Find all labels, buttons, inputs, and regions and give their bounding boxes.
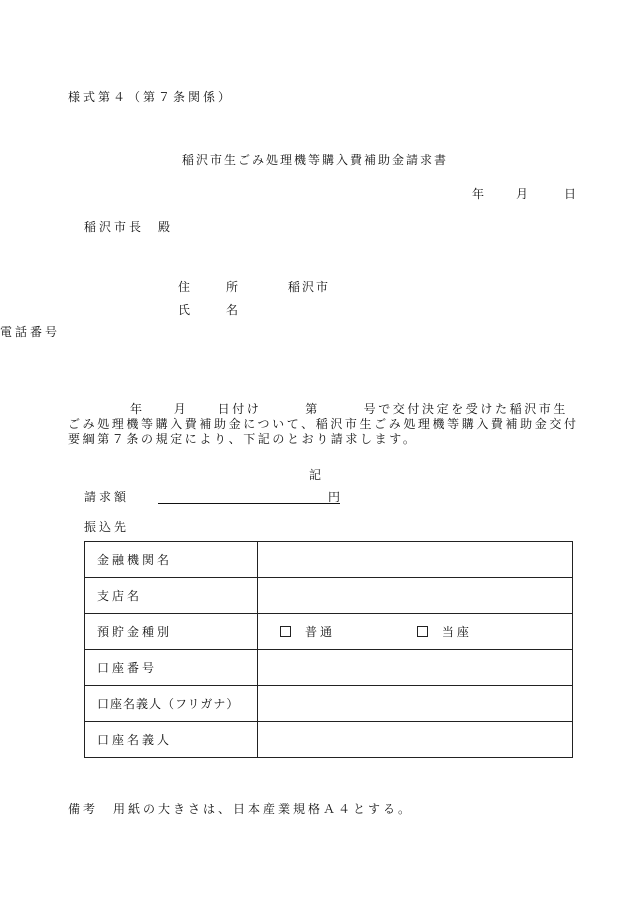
body-line-3: 付要綱第７条の規定により、下記のとおり請求します。: [68, 417, 579, 446]
name-label-char-1: 氏: [178, 303, 191, 317]
address-label-char-2: 所: [225, 280, 238, 294]
ki-heading: 記: [308, 468, 321, 482]
address-label: [178, 278, 238, 295]
body-line-2: ごみ処理機等購入費補助金について、稲沢市生ごみ処理機等購入費補助金交: [68, 417, 564, 431]
amount-label: 請求額: [84, 490, 130, 504]
account-number-value[interactable]: [258, 650, 573, 686]
table-row: [85, 578, 573, 614]
table-row: [85, 722, 573, 758]
account-type-value: [258, 614, 573, 650]
note: 備考 用紙の大きさは、日本産業規格Ａ４とする。: [68, 802, 414, 816]
body-line-1: 年 月 日付け 第 号で交付決定を受けた稲沢市生: [130, 402, 569, 416]
option-futsu[interactable]: [280, 623, 335, 640]
option-toza-label: 当座: [441, 625, 472, 639]
holder-name-label: 口座名義人: [85, 722, 258, 758]
document-title: 稲沢市生ごみ処理機等購入費補助金請求書: [181, 153, 448, 167]
bank-table: [84, 541, 573, 758]
option-toza[interactable]: [417, 623, 472, 640]
checkbox-icon[interactable]: [417, 626, 428, 637]
table-row: [85, 650, 573, 686]
amount-unit: 円: [327, 490, 340, 504]
account-number-label: 口座番号: [85, 650, 258, 686]
option-futsu-label: 普通: [305, 625, 336, 639]
table-row: [85, 542, 573, 578]
amount-field[interactable]: [158, 488, 340, 504]
holder-kana-label: 口座名義人（フリガナ）: [85, 686, 258, 722]
body-text: [68, 402, 588, 447]
name-label-char-2: 名: [225, 303, 238, 317]
bank-name-value[interactable]: [258, 542, 573, 578]
address-value: 稲沢市: [288, 280, 331, 294]
phone-label: 電話番号: [0, 325, 61, 339]
transfer-label: 振込先: [84, 520, 130, 534]
form-label: 様式第４（第７条関係）: [68, 90, 234, 104]
name-label: [178, 301, 238, 318]
date-year: 年: [472, 187, 485, 201]
date-month: 月: [516, 187, 529, 201]
holder-name-value[interactable]: [258, 722, 573, 758]
bank-name-label: 金融機関名: [85, 542, 258, 578]
account-type-label: 預貯金種別: [85, 614, 258, 650]
addressee-honorific: 殿: [158, 220, 171, 234]
checkbox-icon[interactable]: [280, 626, 291, 637]
table-row: [85, 614, 573, 650]
holder-kana-value[interactable]: [258, 686, 573, 722]
addressee-name: 稲沢市長: [84, 220, 145, 234]
branch-name-label: 支店名: [85, 578, 258, 614]
date-day: 日: [564, 187, 577, 201]
address-label-char-1: 住: [178, 280, 191, 294]
branch-name-value[interactable]: [258, 578, 573, 614]
table-row: [85, 686, 573, 722]
